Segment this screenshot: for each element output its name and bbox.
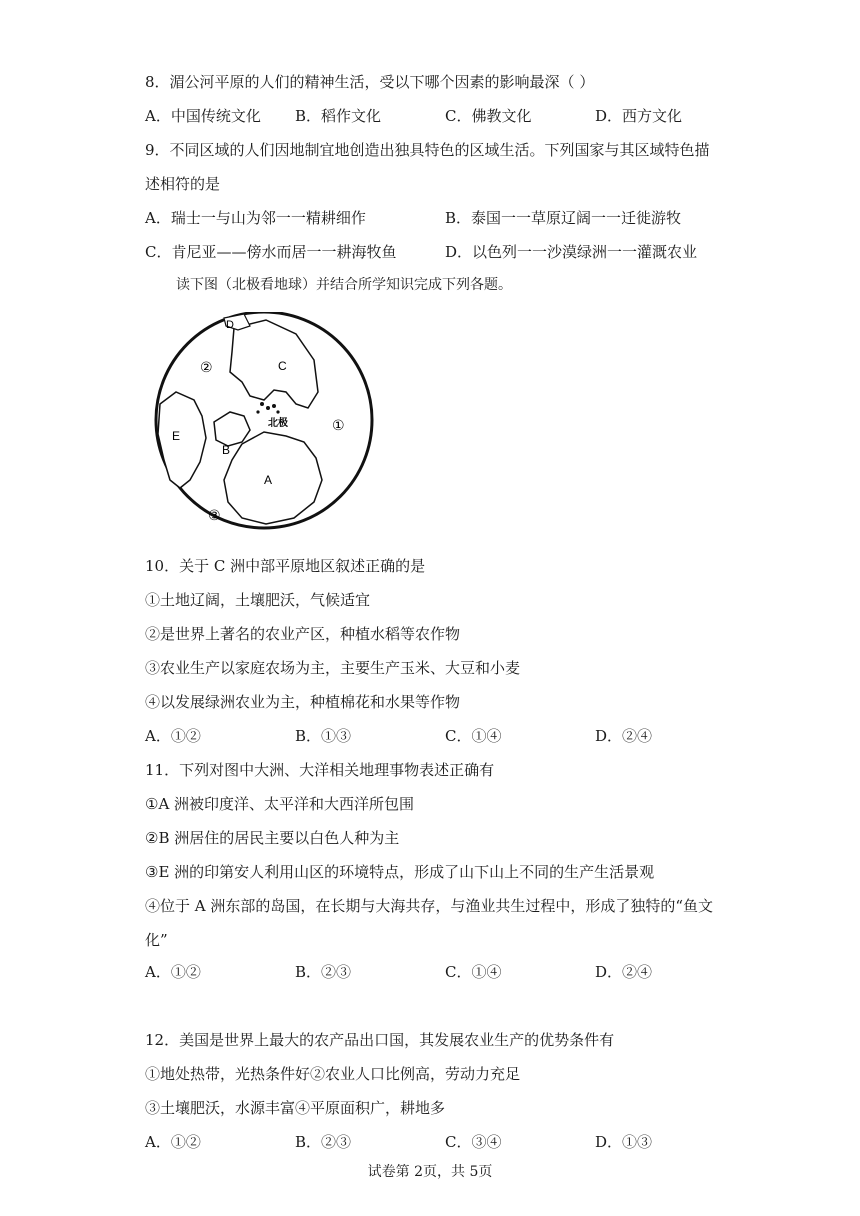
q11-item-4-cont: 化”	[145, 931, 168, 949]
q10-item-4: ④以发展绿洲农业为主，种植棉花和水果等作物	[145, 693, 461, 711]
q10-stem: 10．关于 C 洲中部平原地区叙述正确的是	[145, 557, 426, 575]
q9-option-d: D．以色列一一沙漠绿洲一一灌溉农业	[445, 243, 698, 261]
q11-item-4: ④位于 A 洲东部的岛国，在长期与大海共存，与渔业共生过程中，形成了独特的“鱼文	[145, 897, 714, 915]
q10-item-3: ③农业生产以家庭农场为主，主要生产玉米、大豆和小麦	[145, 659, 521, 677]
q9-option-c: C．肯尼亚——傍水而居一一耕海牧鱼	[145, 243, 397, 261]
map-label-ocean2: ②	[200, 359, 213, 375]
q12-option-b: B．②③	[295, 1133, 352, 1151]
map-label-a: A	[264, 473, 273, 487]
q9-stem-line1: 9．不同区域的人们因地制宜地创造出独具特色的区域生活。下列国家与其区域特色描	[145, 141, 710, 159]
q11-item-2: ②B 洲居住的居民主要以白色人种为主	[145, 829, 400, 847]
page-footer: 试卷第 2页，共 5页	[367, 1164, 493, 1180]
map-label-d: D	[226, 319, 234, 331]
q11-item-3: ③E 洲的印第安人利用山区的环境特点，形成了山下山上不同的生产生活景观	[145, 863, 655, 881]
q11-item-1: ①A 洲被印度洋、太平洋和大西洋所包围	[145, 795, 415, 813]
q9-stem-line2: 述相符的是	[145, 175, 221, 193]
map-label-b: B	[222, 443, 231, 457]
north-pole-map	[146, 312, 386, 542]
q8-option-b: B．稻作文化	[295, 107, 382, 125]
q12-stem: 12．美国是世界上最大的农产品出口国，其发展农业生产的优势条件有	[145, 1031, 615, 1049]
q10-option-a: A．①②	[145, 727, 201, 745]
q12-item-2: ③土壤肥沃，水源丰富④平原面积广，耕地多	[145, 1099, 446, 1117]
q12-option-a: A．①②	[145, 1133, 201, 1151]
q11-option-d: D．②④	[595, 963, 653, 981]
q10-option-b: B．①③	[295, 727, 352, 745]
map-label-c: C	[278, 359, 287, 373]
q8-option-d: D．西方文化	[595, 107, 683, 125]
q9-option-b: B．泰国一一草原辽阔一一迁徙游牧	[445, 209, 682, 227]
q8-stem: 8．湄公河平原的人们的精神生活，受以下哪个因素的影响最深（ ）	[145, 73, 595, 91]
q12-option-d: D．①③	[595, 1133, 653, 1151]
map-label-ocean3: ③	[208, 507, 221, 523]
map-intro: 读下图（北极看地球）并结合所学知识完成下列各题。	[176, 277, 512, 293]
q11-stem: 11．下列对图中大洲、大洋相关地理事物表述正确有	[145, 761, 495, 779]
q10-item-2: ②是世界上著名的农业产区，种植水稻等农作物	[145, 625, 461, 643]
q10-option-d: D．②④	[595, 727, 653, 745]
q11-option-b: B．②③	[295, 963, 352, 981]
q11-option-c: C．①④	[445, 963, 502, 981]
q12-option-c: C．③④	[445, 1133, 502, 1151]
q8-option-a: A．中国传统文化	[145, 107, 261, 125]
map-label-pole: 北极	[268, 418, 288, 429]
map-label-ocean1: ①	[332, 417, 345, 433]
q10-option-c: C．①④	[445, 727, 502, 745]
q12-item-1: ①地处热带，光热条件好②农业人口比例高，劳动力充足	[145, 1065, 521, 1083]
q8-option-c: C．佛教文化	[445, 107, 532, 125]
q11-option-a: A．①②	[145, 963, 201, 981]
q9-option-a: A．瑞士一与山为邻一一精耕细作	[145, 209, 366, 227]
q10-item-1: ①土地辽阔，土壤肥沃，气候适宜	[145, 591, 371, 609]
map-label-e: E	[172, 429, 181, 443]
